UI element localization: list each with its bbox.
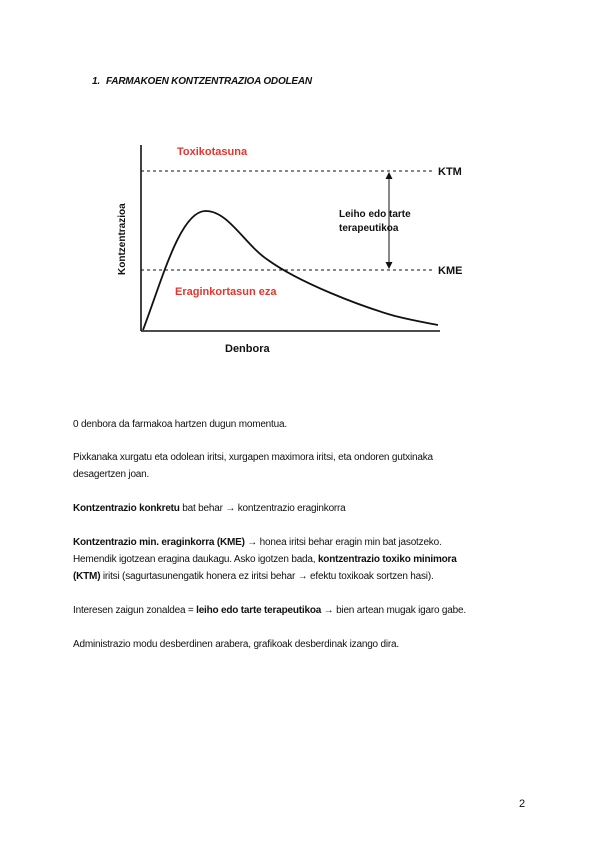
p4-line3-bold: (KTM) xyxy=(73,571,101,582)
window-label-line1: Leiho edo tarte xyxy=(339,209,411,220)
ineffective-label: Eraginkortasun eza xyxy=(175,286,277,298)
p4-line3-rest: iritsi (sagurtasunengatik honera ez iritsi behar → efektu toxikoak sortzen hasi). xyxy=(100,571,434,582)
kme-label: KME xyxy=(438,265,463,277)
section-title: FARMAKOEN KONTZENTRAZIOA ODOLEAN xyxy=(105,76,312,87)
p4-bold1: Kontzentrazio min. eraginkorra (KME) xyxy=(73,537,245,548)
ktm-label: KTM xyxy=(438,166,462,178)
paragraph-kme xyxy=(73,534,533,585)
p3-bold: Kontzentrazio konkretu xyxy=(73,503,180,514)
p5-bold: leiho edo tarte terapeutikoa xyxy=(196,605,322,616)
paragraph-time-zero xyxy=(73,416,533,433)
p4-rest1: → honea iritsi behar eragin min bat jasotzeko. xyxy=(244,537,442,548)
section-number: 1. xyxy=(92,76,100,87)
window-label-line2: terapeutikoa xyxy=(339,223,399,234)
p6-text: Administrazio modu desberdinen arabera, grafikoak desberdinak izango dira. xyxy=(73,639,399,650)
toxicity-label: Toxikotasuna xyxy=(177,146,248,158)
p3-rest: bat behar → kontzentrazio eraginkorra xyxy=(179,503,346,514)
paragraph-administration xyxy=(73,636,533,653)
p5-a: Interesen zaigun zonaldea = xyxy=(73,605,197,616)
p2-line2: desagertzen joan. xyxy=(73,469,150,480)
paragraph-absorption xyxy=(73,449,533,483)
arrowhead-up xyxy=(386,172,393,179)
p4-line2-bold: kontzentrazio toxiko minimora xyxy=(317,554,457,565)
y-axis-label: Kontzentrazioa xyxy=(117,203,128,275)
page-number: 2 xyxy=(519,798,526,810)
p5-rest: → bien artean mugak igaro gabe. xyxy=(321,605,466,616)
p1-text: 0 denbora da farmakoa hartzen dugun momentua. xyxy=(73,419,287,430)
p4-line2-a: Hemendik igotzean eragina daukagu. Asko igotzen bada, xyxy=(73,554,318,565)
paragraph-therapeutic-window xyxy=(73,602,533,619)
paragraph-concrete-concentration xyxy=(73,500,533,517)
arrowhead-down xyxy=(386,262,393,269)
x-axis-label: Denbora xyxy=(225,343,270,355)
p2-line1: Pixkanaka xurgatu eta odolean iritsi, xurgapen maximora iritsi, eta ondoren gutxinaka xyxy=(73,452,433,463)
